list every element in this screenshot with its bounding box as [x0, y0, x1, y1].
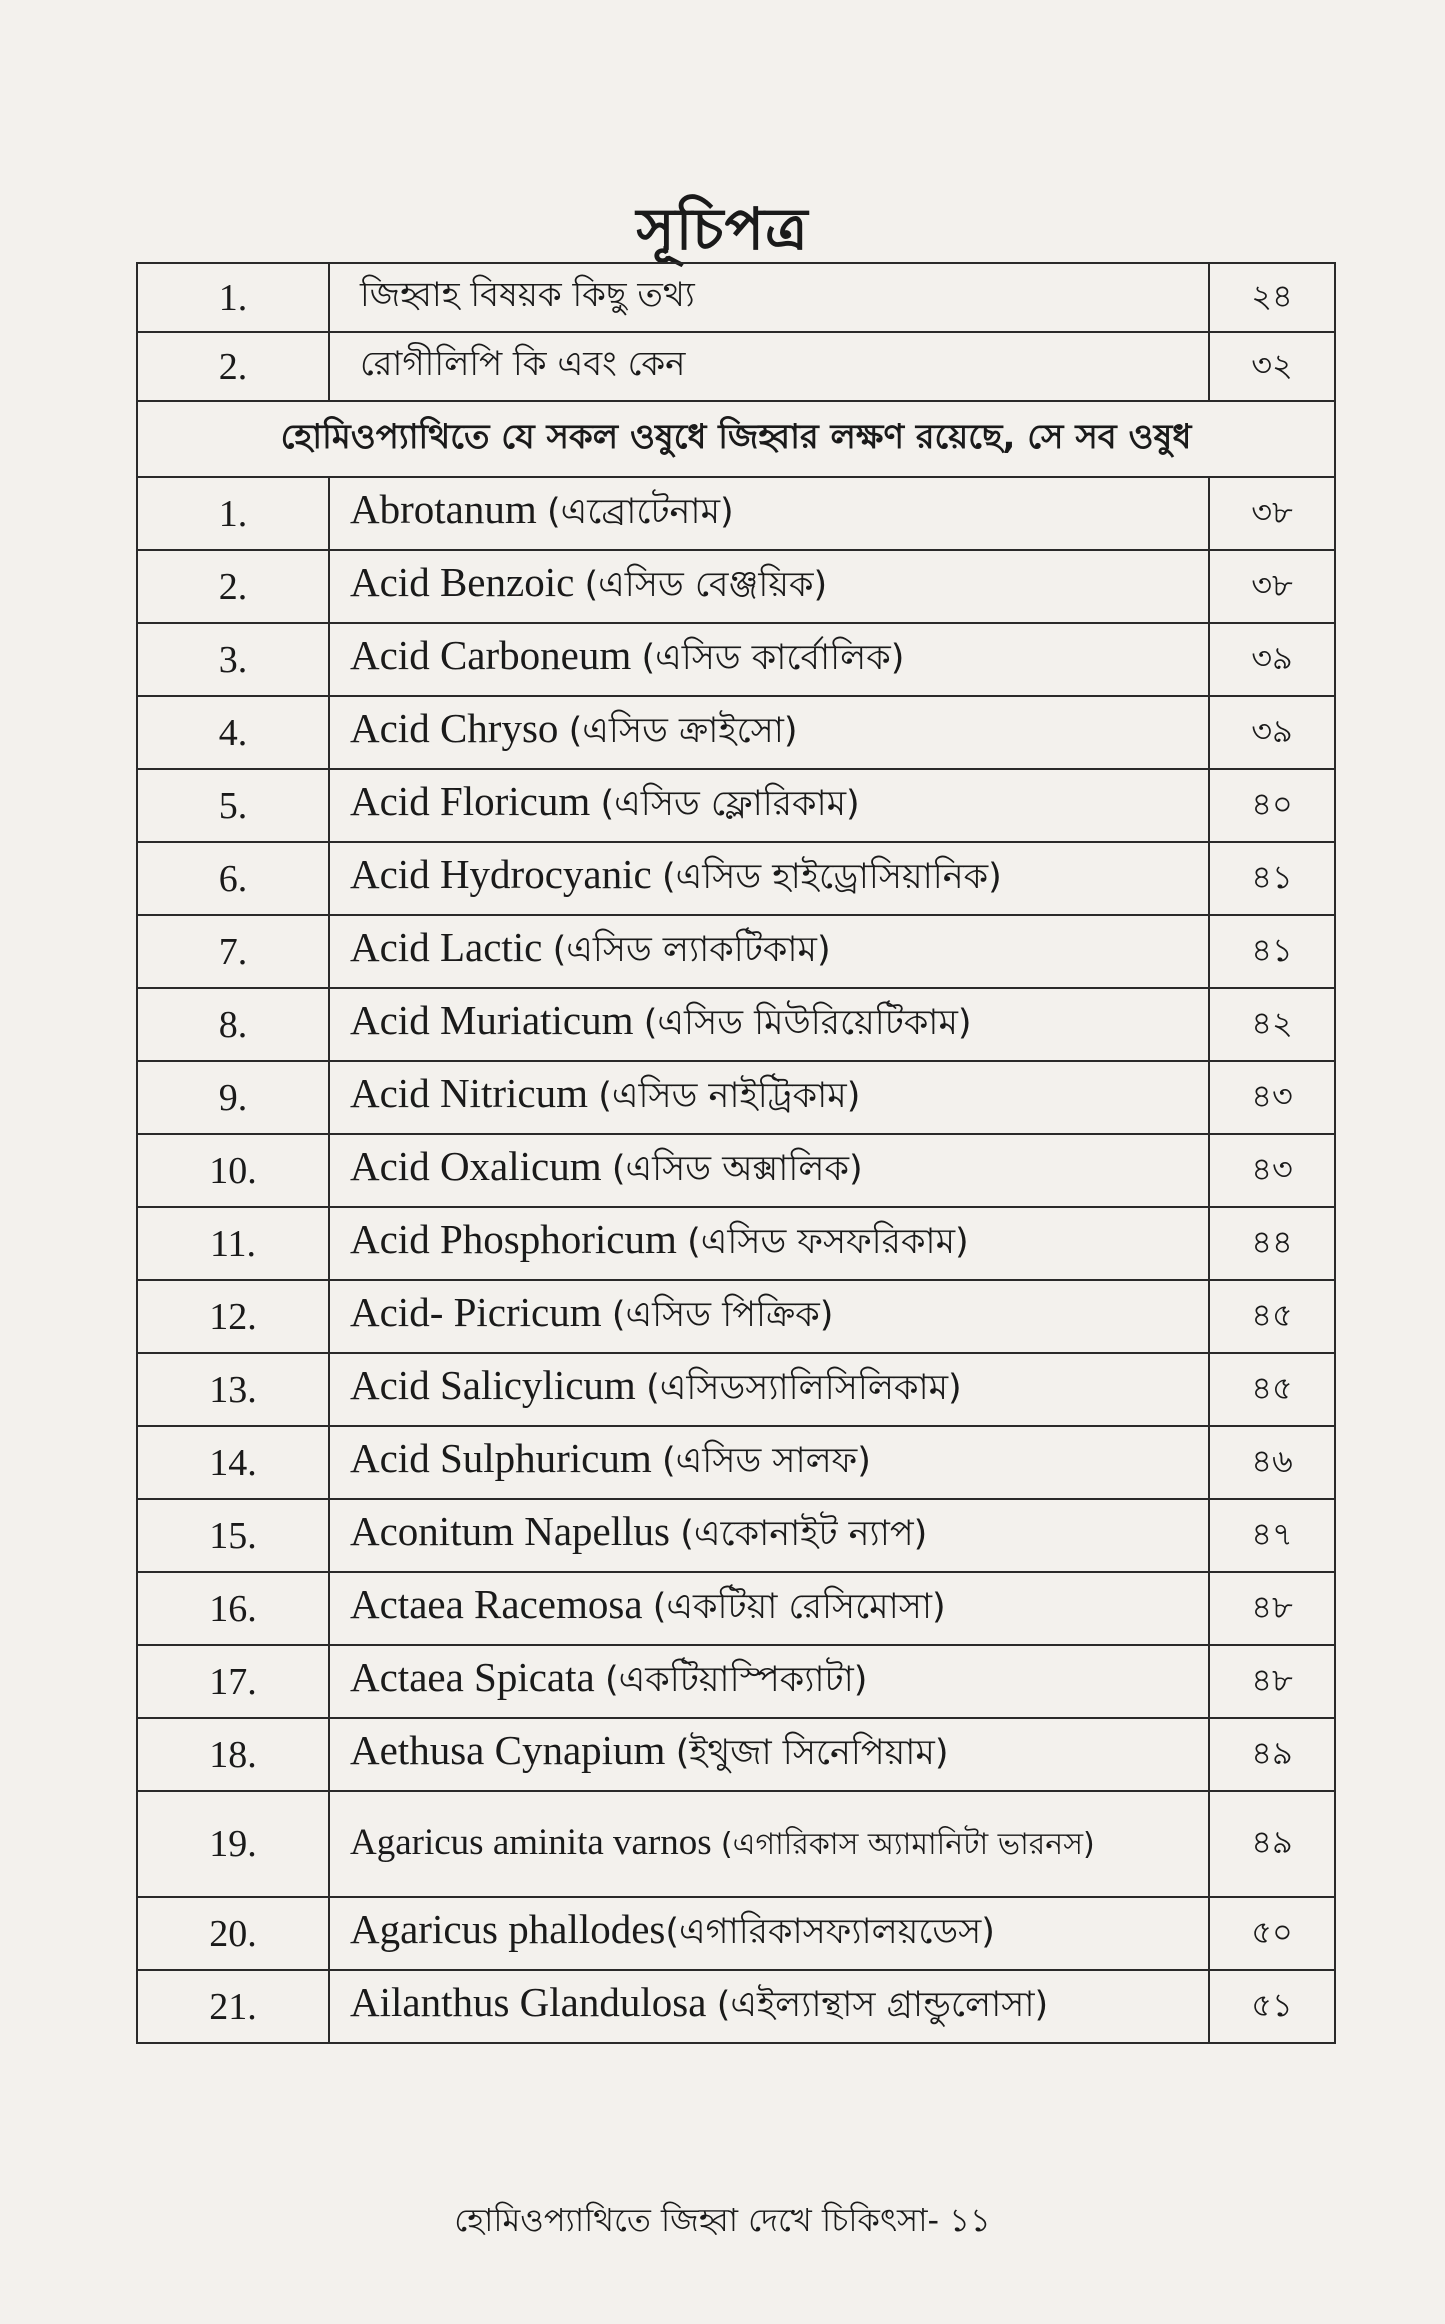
medicine-name	[329, 1426, 1209, 1499]
medicine-name	[329, 1970, 1209, 2043]
medicine-latin-name: Acid- Picricum	[350, 1289, 602, 1335]
row-page: ৪৯	[1209, 1791, 1335, 1897]
medicine-name	[329, 623, 1209, 696]
medicine-name	[329, 1207, 1209, 1280]
row-page: ৪৮	[1209, 1572, 1335, 1645]
medicine-bengali-name: (এগারিকাসফ্যালয়ডেস)	[665, 1912, 995, 1952]
row-page: ৪৩	[1209, 1134, 1335, 1207]
medicine-name	[329, 696, 1209, 769]
table-row	[137, 1061, 1335, 1134]
row-number: 1.	[137, 263, 329, 332]
row-page: ৪৫	[1209, 1280, 1335, 1353]
contents-table	[136, 262, 1336, 2044]
medicine-bengali-name: (এইল্যান্থাস গ্রান্ডুলোসা)	[716, 1985, 1049, 2025]
medicine-name	[329, 550, 1209, 623]
medicine-bengali-name: (এসিড ফ্লোরিকাম)	[600, 784, 860, 824]
medicine-latin-name: Acid Carboneum	[350, 632, 632, 678]
row-number: 18.	[137, 1718, 329, 1791]
table-row	[137, 1353, 1335, 1426]
medicine-name	[329, 1499, 1209, 1572]
table-row	[137, 550, 1335, 623]
medicine-bengali-name: (এসিড হাইড্রোসিয়ানিক)	[661, 857, 1002, 897]
row-page: ৪৭	[1209, 1499, 1335, 1572]
medicine-latin-name: Acid Phosphoricum	[350, 1216, 677, 1262]
row-number: 4.	[137, 696, 329, 769]
row-number: 10.	[137, 1134, 329, 1207]
medicine-name	[329, 988, 1209, 1061]
medicine-name	[329, 842, 1209, 915]
table-row	[137, 1718, 1335, 1791]
row-title: রোগীলিপি কি এবং কেন	[329, 332, 1209, 401]
row-number: 2.	[137, 332, 329, 401]
row-number: 7.	[137, 915, 329, 988]
row-number: 17.	[137, 1645, 329, 1718]
medicine-latin-name: Agaricus phallodes	[350, 1906, 666, 1952]
medicine-name	[329, 915, 1209, 988]
medicine-name	[329, 1280, 1209, 1353]
medicine-bengali-name: (এসিডস্যালিসিলিকাম)	[646, 1368, 962, 1408]
table-row	[137, 623, 1335, 696]
row-page: ৪৪	[1209, 1207, 1335, 1280]
row-page: ৪৫	[1209, 1353, 1335, 1426]
table-row	[137, 1280, 1335, 1353]
medicine-latin-name: Ailanthus Glandulosa	[350, 1979, 707, 2025]
medicine-bengali-name: (ইথুজা সিনেপিয়াম)	[675, 1733, 949, 1773]
medicine-latin-name: Aconitum Napellus	[350, 1508, 670, 1554]
medicine-latin-name: Acid Nitricum	[350, 1070, 588, 1116]
row-number: 3.	[137, 623, 329, 696]
medicine-latin-name: Acid Oxalicum	[350, 1143, 602, 1189]
row-number: 16.	[137, 1572, 329, 1645]
table-row	[137, 1645, 1335, 1718]
medicine-latin-name: Actaea Spicata	[350, 1654, 595, 1700]
row-page: ৪৩	[1209, 1061, 1335, 1134]
row-number: 9.	[137, 1061, 329, 1134]
table-row	[137, 988, 1335, 1061]
medicine-name	[329, 1353, 1209, 1426]
row-number: 6.	[137, 842, 329, 915]
medicine-latin-name: Acid Floricum	[350, 778, 591, 824]
medicine-latin-name: Aethusa Cynapium	[350, 1727, 666, 1773]
row-page: ৩৯	[1209, 623, 1335, 696]
medicine-latin-name: Acid Sulphuricum	[350, 1435, 652, 1481]
section-header: হোমিওপ্যাথিতে যে সকল ওষুধে জিহ্বার লক্ষণ রয়েছে, সে সব ওষুধ	[137, 401, 1335, 477]
row-page: ৩৯	[1209, 696, 1335, 769]
table-row	[137, 332, 1335, 401]
medicine-latin-name: Abrotanum	[350, 486, 537, 532]
medicine-name	[329, 1134, 1209, 1207]
table-row	[137, 263, 1335, 332]
medicine-bengali-name: (এসিড মিউরিয়েটিকাম)	[643, 1003, 972, 1043]
table-row	[137, 915, 1335, 988]
medicine-bengali-name: (একটিয়াস্পিক্যাটা)	[604, 1660, 868, 1700]
row-number: 2.	[137, 550, 329, 623]
row-page: ২৪	[1209, 263, 1335, 332]
medicine-latin-name: Acid Chryso	[350, 705, 559, 751]
medicine-latin-name: Acid Lactic	[350, 924, 543, 970]
table-row	[137, 1791, 1335, 1897]
row-page: ৪৮	[1209, 1645, 1335, 1718]
row-page: ৩৮	[1209, 550, 1335, 623]
medicine-bengali-name: (এসিড ল্যাকটিকাম)	[552, 930, 831, 970]
row-page: ৪২	[1209, 988, 1335, 1061]
row-number: 19.	[137, 1791, 329, 1897]
page-footer: হোমিওপ্যাথিতে জিহ্বা দেখে চিকিৎসা- ১১	[454, 2201, 991, 2239]
row-number: 1.	[137, 477, 329, 550]
medicine-latin-name: Acid Benzoic	[350, 559, 575, 605]
medicine-bengali-name: (এসিড ক্রাইসো)	[568, 711, 798, 751]
table-row	[137, 1970, 1335, 2043]
row-number: 20.	[137, 1897, 329, 1970]
medicine-bengali-name: (এসিড সালফ)	[662, 1441, 871, 1481]
medicine-latin-name: Agaricus aminita varnos	[350, 1822, 712, 1863]
medicine-latin-name: Acid Salicylicum	[350, 1362, 636, 1408]
table-row	[137, 477, 1335, 550]
page-title: সূচিপত্র	[636, 195, 809, 263]
row-page: ৪১	[1209, 842, 1335, 915]
medicine-name	[329, 1718, 1209, 1791]
medicine-bengali-name: (এসিড বেঞ্জয়িক)	[584, 565, 828, 605]
row-number: 11.	[137, 1207, 329, 1280]
row-number: 15.	[137, 1499, 329, 1572]
medicine-list	[137, 477, 1335, 2043]
row-number: 12.	[137, 1280, 329, 1353]
medicine-latin-name: Acid Hydrocyanic	[350, 851, 652, 897]
row-number: 8.	[137, 988, 329, 1061]
medicine-bengali-name: (এগারিকাস অ্যামানিটা ভারনস)	[720, 1827, 1095, 1862]
row-number: 21.	[137, 1970, 329, 2043]
row-title: জিহ্বাহ বিষয়ক কিছু তথ্য	[329, 263, 1209, 332]
row-number: 13.	[137, 1353, 329, 1426]
row-page: ৫০	[1209, 1897, 1335, 1970]
medicine-name	[329, 1061, 1209, 1134]
medicine-bengali-name: (এসিড নাইট্রিকাম)	[598, 1076, 861, 1116]
medicine-latin-name: Acid Muriaticum	[350, 997, 634, 1043]
section-header-row	[137, 401, 1335, 477]
medicine-bengali-name: (এসিড অক্সালিক)	[611, 1149, 863, 1189]
medicine-bengali-name: (এসিড ফসফরিকাম)	[687, 1222, 969, 1262]
medicine-name	[329, 1791, 1209, 1897]
table-row	[137, 842, 1335, 915]
row-number: 5.	[137, 769, 329, 842]
table-row	[137, 1572, 1335, 1645]
medicine-bengali-name: (এসিড পিক্রিক)	[611, 1295, 834, 1335]
row-page: ৪০	[1209, 769, 1335, 842]
medicine-name	[329, 477, 1209, 550]
medicine-bengali-name: (একোনাইট ন্যাপ)	[680, 1514, 928, 1554]
medicine-name	[329, 1645, 1209, 1718]
row-page: ৩২	[1209, 332, 1335, 401]
medicine-name	[329, 769, 1209, 842]
table-row	[137, 696, 1335, 769]
medicine-latin-name: Actaea Racemosa	[350, 1581, 643, 1627]
row-page: ৪৯	[1209, 1718, 1335, 1791]
table-row	[137, 1134, 1335, 1207]
medicine-bengali-name: (একটিয়া রেসিমোসা)	[652, 1587, 946, 1627]
table-row	[137, 1426, 1335, 1499]
row-page: ৩৮	[1209, 477, 1335, 550]
medicine-name	[329, 1572, 1209, 1645]
medicine-bengali-name: (এব্রোটেনাম)	[547, 492, 734, 532]
table-row	[137, 1499, 1335, 1572]
medicine-bengali-name: (এসিড কার্বোলিক)	[641, 638, 905, 678]
row-page: ৪১	[1209, 915, 1335, 988]
row-page: ৫১	[1209, 1970, 1335, 2043]
medicine-name	[329, 1897, 1209, 1970]
table-row	[137, 1207, 1335, 1280]
table-row	[137, 769, 1335, 842]
row-page: ৪৬	[1209, 1426, 1335, 1499]
row-number: 14.	[137, 1426, 329, 1499]
table-row	[137, 1897, 1335, 1970]
